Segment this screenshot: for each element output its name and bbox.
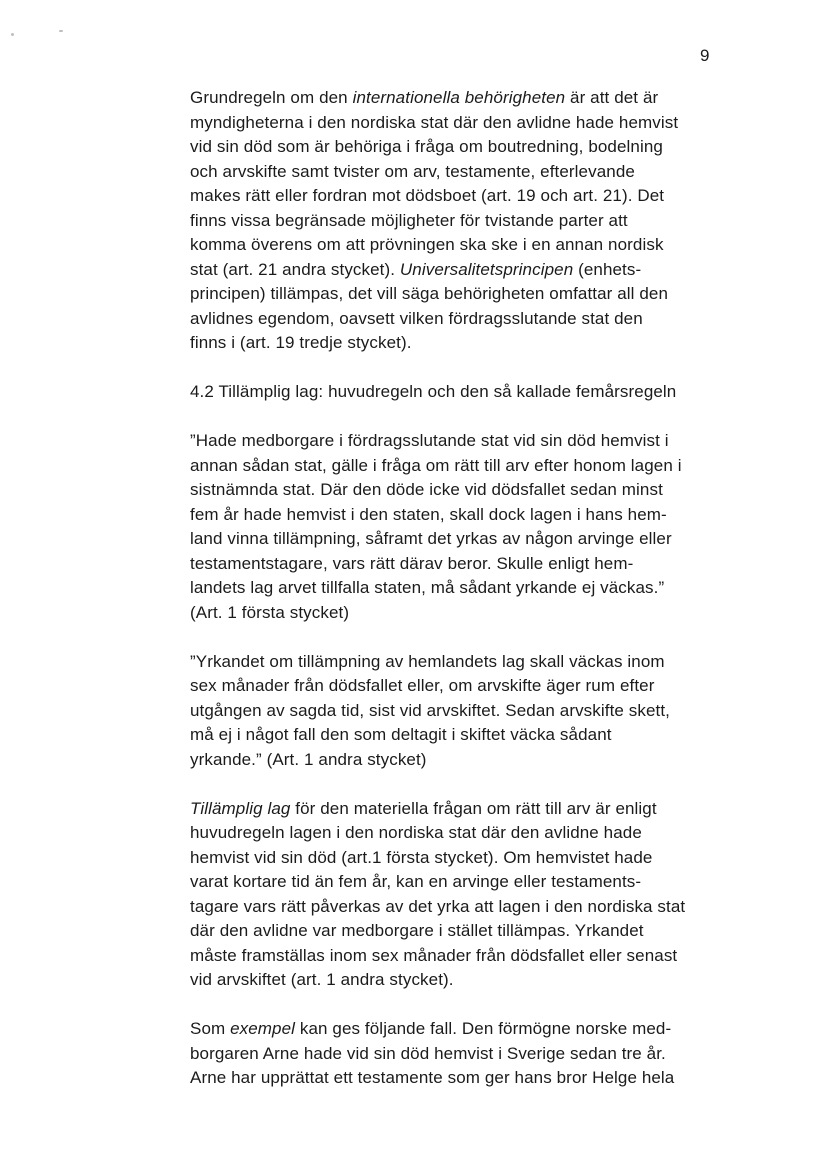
scan-artifact — [59, 30, 63, 32]
section-heading-4-2: 4.2 Tillämplig lag: huvudregeln och den så kallade femårsregeln — [190, 382, 677, 401]
scan-artifact — [11, 33, 14, 36]
paragraph-exempel-arne: Som exempel kan ges följande fall. Den förmögne norske med- borgaren Arne hade vid sin död hemvist i Sverige sedan tre år. Arne har upprättat ett testamente som ger hans bror Helge hela — [190, 1019, 675, 1087]
paragraph-quote-art1-forsta-stycket: ”Hade medborgare i fördragsslutande stat vid sin död hemvist i annan sådan stat, gälle i fråga om rätt till arv efter honom lagen i sistnämnda stat. Där den döde icke vid dödsfallet sedan minst fem år hade hemvist i den staten, skall dock lagen i hans hem- land vinna tillämpning, såframt det yrkas av någon arvinge eller testamentstagare, vars rätt därav beror. Skulle enligt hem- landets lag arvet tillfalla staten, må sådant yrkande ej väckas.” (Art. 1 första stycket) — [190, 431, 682, 622]
page-number: 9 — [700, 46, 710, 65]
paragraph-tillamplig-lag: Tillämplig lag för den materiella frågan om rätt till arv är enligt huvudregeln lagen i den nordiska stat där den avlidne hade hemvist vid sin död (art.1 första stycket). Om hemvistet hade varat kortare tid än fem år, kan en arvinge eller testaments- tagare vars rätt påverkas av det yrka att lagen i den nordiska stat där den avlidne var medborgare i stället tillämpas. Yrkandet måste framställas inom sex månader från dödsfallet eller senast vid arvskiftet (art. 1 andra stycket). — [190, 798, 686, 989]
page-content — [190, 86, 750, 1115]
paragraph-grundregeln: Grundregeln om den internationella behörigheten är att det är myndigheterna i den nordiska stat där den avlidne hade hemvist vid sin död som är behöriga i fråga om boutredning, bodelning och arvskifte samt tvister om arv, testamente, efterlevande makes rätt eller fordran mot dödsboet (art. 19 och art. 21). Det finns vissa begränsade möjligheter för tvistande parter att komma överens om att prövningen ska ske i en annan nordisk stat (art. 21 andra stycket). Universalitetsprincipen (enhets- principen) tillämpas, det vill säga behörigheten omfattar all den avlidnes egendom, oavsett vilken fördragsslutande stat den finns i (art. 19 tredje stycket). — [190, 88, 679, 352]
paragraph-quote-art1-andra-stycket: ”Yrkandet om tillämpning av hemlandets lag skall väckas inom sex månader från dödsfallet eller, om arvskifte äger rum efter utgången av sagda tid, sist vid arvskiftet. Sedan arvskifte skett, må ej i något fall den som deltagit i skiftet väcka sådant yrkande.” (Art. 1 andra stycket) — [190, 651, 671, 769]
